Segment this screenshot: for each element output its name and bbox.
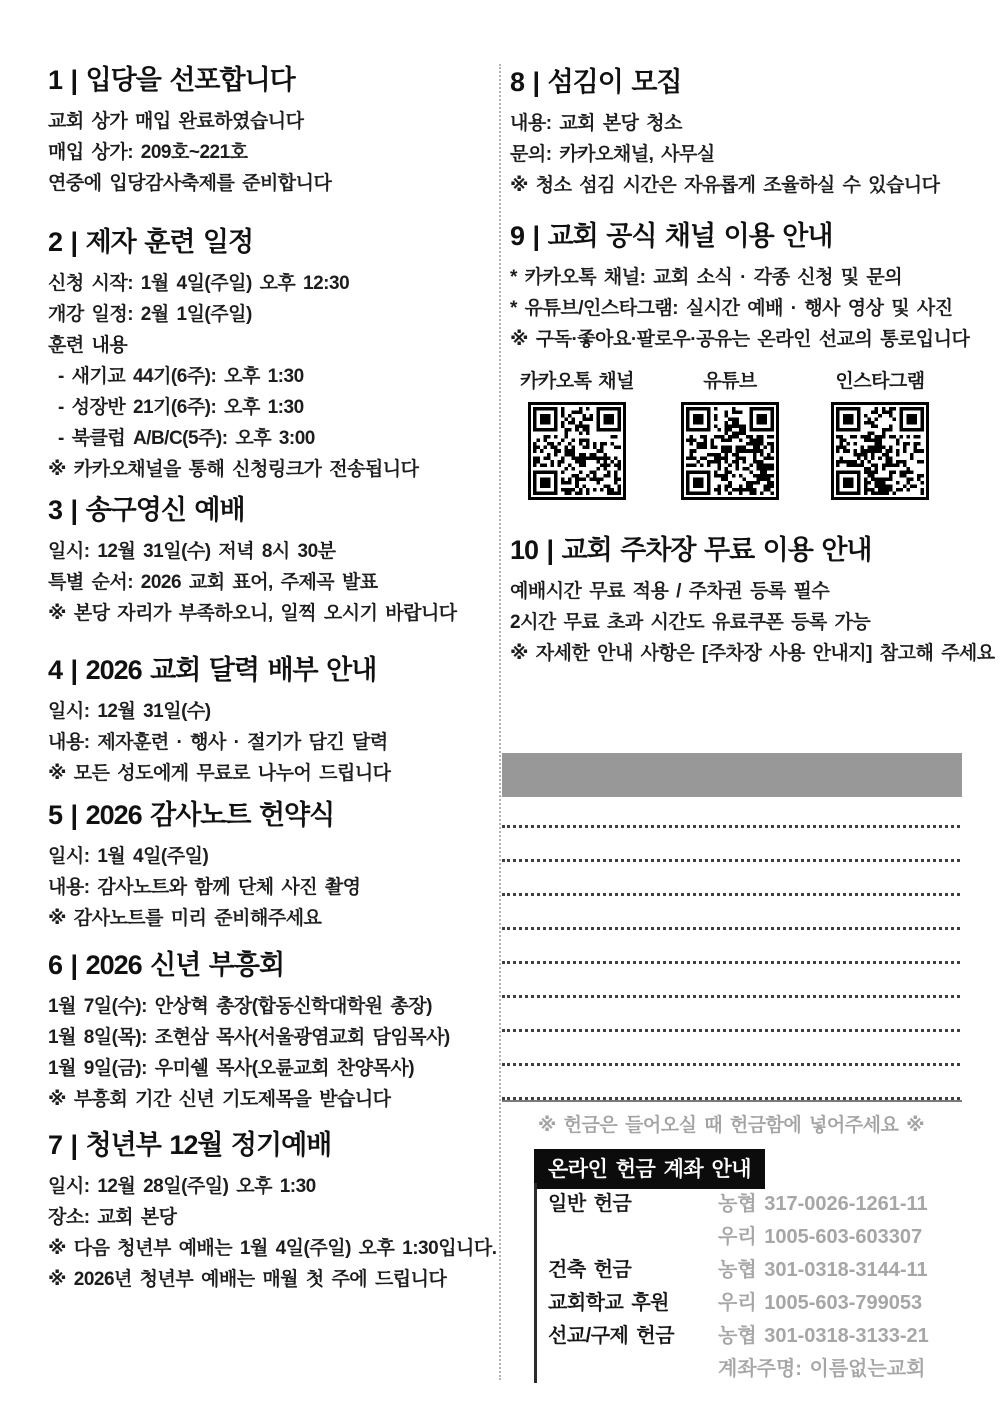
announcement-9-official-channels xyxy=(510,214,980,355)
qr-col-kakao xyxy=(515,366,639,500)
qr-code-instagram xyxy=(831,402,929,500)
section-line: 1월 8일(목): 조현삼 목사(서울광염교회 담임목사) xyxy=(48,1027,450,1048)
section-line: ※ 모든 성도에게 무료로 나누어 드립니다 xyxy=(48,763,391,784)
announcement-4-calendar-distribution xyxy=(48,648,518,789)
offering-row-account-holder xyxy=(534,1353,974,1386)
section-line: * 유튜브/인스타그램: 실시간 예배 · 행사 영상 및 사진 xyxy=(510,298,953,319)
section-line: 예배시간 무료 적용 / 주차권 등록 필수 xyxy=(510,581,830,602)
section-line: ※ 구독·좋아요·팔로우·공유는 온라인 선교의 통로입니다 xyxy=(510,329,970,350)
offering-account-number: 농협 317-0026-1261-11 xyxy=(718,1193,928,1215)
offering-label: 건축 헌금 xyxy=(548,1259,632,1281)
section-line: 내용: 감사노트와 함께 단체 사진 촬영 xyxy=(48,877,361,898)
section-line: 문의: 카카오채널, 사무실 xyxy=(510,144,715,165)
section-line: 일시: 12월 28일(주일) 오후 1:30 xyxy=(48,1176,316,1197)
section-line: ※ 자세한 안내 사항은 [주차장 사용 안내지] 참고해 주세요 xyxy=(510,643,995,664)
dotted-note-line xyxy=(502,825,960,859)
announcement-10-parking-info xyxy=(510,528,995,669)
section-line: 연중에 입당감사축제를 준비합니다 xyxy=(48,173,332,194)
section-line: 특별 순서: 2026 교회 표어, 주제곡 발표 xyxy=(48,572,378,593)
announcement-7-youth-service xyxy=(48,1123,518,1295)
section-line: * 카카오톡 채널: 교회 소식 · 각종 신청 및 문의 xyxy=(510,267,903,288)
offering-account-number: 우리 1005-603-603307 xyxy=(718,1226,923,1248)
qr-label-instagram: 인스타그램 xyxy=(835,371,925,392)
gray-redaction-bar xyxy=(502,753,962,797)
section-line: ※ 청소 섬김 시간은 자유롭게 조율하실 수 있습니다 xyxy=(510,175,940,196)
section-line: ※ 부흥회 기간 신년 기도제목을 받습니다 xyxy=(48,1089,391,1110)
dotted-note-line xyxy=(502,859,960,893)
qr-code-kakao-channel xyxy=(528,402,626,500)
dotted-note-line xyxy=(502,1029,960,1063)
section-line: 개강 일정: 2월 1일(주일) xyxy=(48,304,252,325)
offering-account-holder: 계좌주명: 이름없는교회 xyxy=(718,1358,926,1380)
offering-label: 선교/구제 헌금 xyxy=(548,1325,675,1347)
section-title: 6 | 2026 신년 부흥회 xyxy=(48,950,285,980)
offering-row-general-2 xyxy=(534,1221,974,1254)
announcement-8-volunteer-recruit xyxy=(510,60,980,201)
section-title: 4 | 2026 교회 달력 배부 안내 xyxy=(48,655,377,685)
section-line: 내용: 제자훈련 · 행사 · 절기가 담긴 달력 xyxy=(48,732,388,753)
section-line: ※ 카카오채널을 통해 신청링크가 전송됩니다 xyxy=(48,459,419,480)
section-title: 7 | 청년부 12월 정기예배 xyxy=(48,1130,332,1160)
section-line: ※ 감사노트를 미리 준비해주세요 xyxy=(48,908,322,929)
offering-box-note: ※ 헌금은 들어오실 때 헌금함에 넣어주세요 ※ xyxy=(537,1115,925,1136)
section-line: ※ 본당 자리가 부족하오니, 일찍 오시기 바랍니다 xyxy=(48,603,457,624)
section-line: 교회 상가 매입 완료하였습니다 xyxy=(48,111,304,132)
dotted-note-line xyxy=(502,893,960,927)
offering-row-mission-relief xyxy=(534,1320,974,1353)
qr-col-instagram xyxy=(818,366,942,500)
qr-code-youtube xyxy=(681,402,779,500)
section-line: 장소: 교회 본당 xyxy=(48,1207,177,1228)
dotted-note-line xyxy=(502,1063,960,1097)
dotted-note-line xyxy=(502,927,960,961)
section-line: ※ 다음 청년부 예배는 1월 4일(주일) 오후 1:30입니다. xyxy=(48,1238,497,1259)
dotted-note-line xyxy=(502,995,960,1029)
section-line: 훈련 내용 xyxy=(48,335,128,356)
announcement-3-new-year-eve-service xyxy=(48,488,518,629)
section-title: 5 | 2026 감사노트 헌약식 xyxy=(48,800,335,830)
offering-label: 일반 헌금 xyxy=(548,1193,632,1215)
qr-label-youtube: 유튜브 xyxy=(703,371,757,392)
section-line: ※ 2026년 청년부 예배는 매월 첫 주에 드립니다 xyxy=(48,1269,447,1290)
section-line: 일시: 12월 31일(수) 저녁 8시 30분 xyxy=(48,541,336,562)
offering-account-number: 우리 1005-603-799053 xyxy=(718,1292,923,1314)
section-line: 매입 상가: 209호~221호 xyxy=(48,142,248,163)
offering-account-number: 농협 301-0318-3133-21 xyxy=(718,1325,929,1347)
announcement-6-new-year-revival xyxy=(48,943,518,1115)
announcement-2-discipleship-training xyxy=(48,220,518,485)
section-line: - 북클럽 A/B/C(5주): 오후 3:00 xyxy=(58,428,315,449)
offering-section-rule xyxy=(502,1100,962,1102)
section-line: - 성장반 21기(6주): 오후 1:30 xyxy=(58,397,304,418)
qr-code-row xyxy=(510,366,962,506)
section-line: 일시: 12월 31일(수) xyxy=(48,701,211,722)
section-line: 1월 9일(금): 우미쉘 목사(오륜교회 찬양목사) xyxy=(48,1058,415,1079)
section-title: 10 | 교회 주차장 무료 이용 안내 xyxy=(510,535,872,565)
section-line: 2시간 무료 초과 시간도 유료쿠폰 등록 가능 xyxy=(510,612,871,633)
offering-row-church-school xyxy=(534,1287,974,1320)
section-title: 1 | 입당을 선포합니다 xyxy=(48,65,295,95)
section-line: - 새기교 44기(6주): 오후 1:30 xyxy=(58,366,304,387)
section-line: 일시: 1월 4일(주일) xyxy=(48,846,209,867)
offering-account-number: 농협 301-0318-3144-11 xyxy=(718,1259,928,1281)
section-title: 9 | 교회 공식 채널 이용 안내 xyxy=(510,221,833,251)
announcement-5-thanks-note-ceremony xyxy=(48,793,518,934)
section-line: 신청 시작: 1월 4일(주일) 오후 12:30 xyxy=(48,273,350,294)
offering-row-building xyxy=(534,1254,974,1287)
announcement-1-entry-proclamation xyxy=(48,58,518,199)
qr-label-kakao-channel: 카카오톡 채널 xyxy=(520,371,634,392)
section-title: 8 | 섬김이 모집 xyxy=(510,67,682,97)
section-title: 2 | 제자 훈련 일정 xyxy=(48,227,254,257)
offering-label: 교회학교 후원 xyxy=(548,1292,669,1314)
online-offering-header: 온라인 헌금 계좌 안내 xyxy=(534,1149,765,1189)
section-title: 3 | 송구영신 예배 xyxy=(48,495,245,525)
dotted-note-line xyxy=(502,961,960,995)
offering-row-general xyxy=(534,1188,974,1221)
section-line: 내용: 교회 본당 청소 xyxy=(510,113,682,134)
offering-account-table xyxy=(534,1188,974,1386)
section-line: 1월 7일(수): 안상혁 총장(합동신학대학원 총장) xyxy=(48,996,432,1017)
qr-col-youtube xyxy=(668,366,792,500)
handwriting-note-lines xyxy=(502,825,960,1131)
